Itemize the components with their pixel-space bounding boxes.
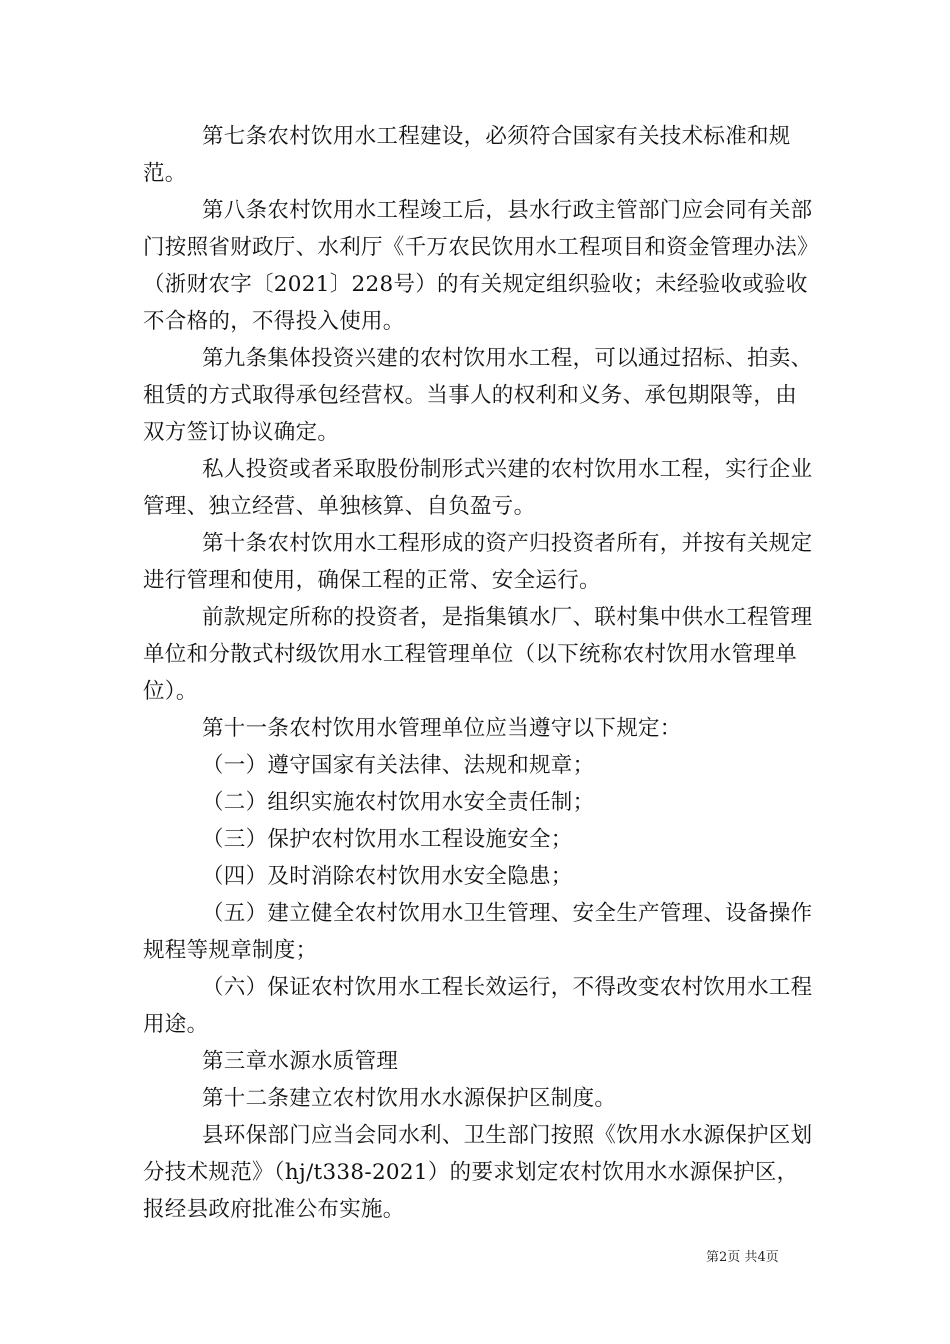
list-item-5: （五）建立健全农村饮用水卫生管理、安全生产管理、设备操作规程等规章制度； (143, 901, 813, 963)
paragraph-article-8: 第八条农村饮用水工程竣工后，县水行政主管部门应会同有关部门按照省财政厅、水利厅《千万农民饮用水工程项目和资金管理办法》（浙财农字〔2021〕228号）的有关规定组织验收；未经验收或验收不合格的，不得投入使用。 (143, 198, 813, 334)
paragraph-article-11: 第十一条农村饮用水管理单位应当遵守以下规定： (202, 716, 682, 741)
page-number-footer (706, 1249, 816, 1267)
paragraph-private-investment: 私人投资或者采取股份制形式兴建的农村饮用水工程，实行企业管理、独立经营、单独核算、自负盈亏。 (143, 457, 813, 519)
footer-suffix: 页 (765, 1250, 779, 1265)
paragraph-article-12: 第十二条建立农村饮用水水源保护区制度。 (202, 1086, 617, 1111)
current-page-number: 2 (719, 1250, 728, 1265)
list-item-6: （六）保证农村饮用水工程长效运行，不得改变农村饮用水工程用途。 (143, 975, 813, 1037)
paragraph-investor-definition: 前款规定所称的投资者，是指集镇水厂、联村集中供水工程管理单位和分散式村级饮用水工程管理单位（以下统称农村饮用水管理单位）。 (143, 605, 813, 704)
chapter-heading: 第三章水源水质管理 (202, 1049, 399, 1074)
list-item-4: （四）及时消除农村饮用水安全隐患； (202, 864, 573, 889)
document-body (143, 118, 813, 1228)
paragraph-article-7: 第七条农村饮用水工程建设，必须符合国家有关技术标准和规范。 (143, 124, 791, 186)
list-item-1: （一）遵守国家有关法律、法规和规章； (202, 753, 595, 778)
list-item-2: （二）组织实施农村饮用水安全责任制； (202, 790, 595, 815)
list-item-3: （三）保护农村饮用水工程设施安全； (202, 827, 573, 852)
footer-middle: 页 共 (727, 1250, 758, 1265)
paragraph-env-department: 县环保部门应当会同水利、卫生部门按照《饮用水水源保护区划分技术规范》（hj/t338-2021）的要求划定农村饮用水水源保护区，报经县政府批准公布实施。 (143, 1123, 813, 1222)
total-pages-number: 4 (757, 1250, 766, 1265)
paragraph-article-10: 第十条农村饮用水工程形成的资产归投资者所有，并按有关规定进行管理和使用，确保工程的正常、安全运行。 (143, 531, 813, 593)
paragraph-article-9: 第九条集体投资兴建的农村饮用水工程，可以通过招标、拍卖、租赁的方式取得承包经营权。当事人的权利和义务、承包期限等，由双方签订协议确定。 (143, 346, 813, 445)
footer-prefix: 第 (706, 1250, 720, 1265)
